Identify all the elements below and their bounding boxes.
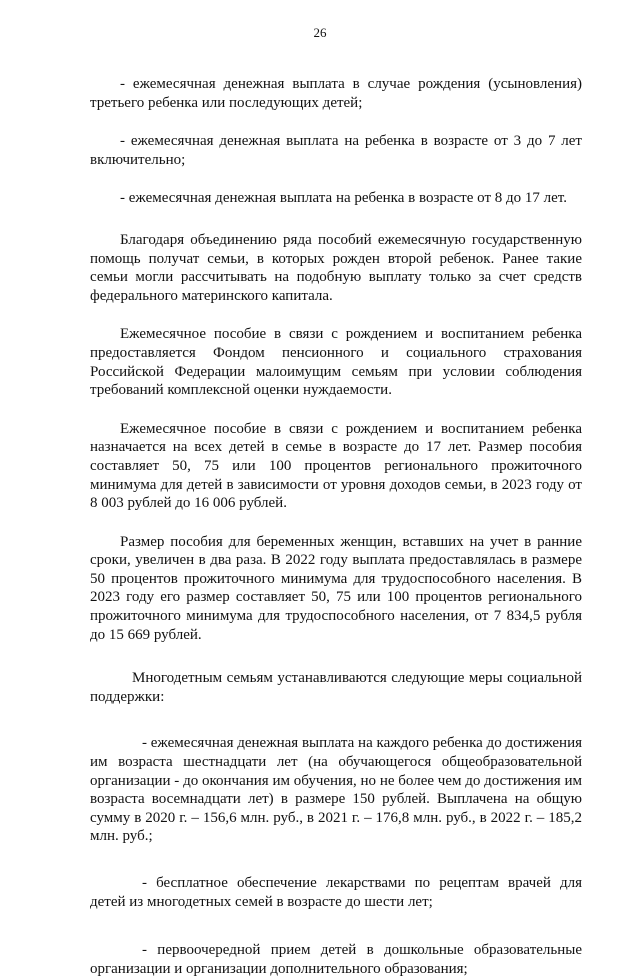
paragraph-benefit-amount: Ежемесячное пособие в связи с рождением и воспитанием ребенка назначается на всех детей в семье в возрасте до 17 лет. Размер пособия составляет 50, 75 или 100 процентов регионального прожиточного минимума для детей в зависимости от уровня доходов семьи, в 2023 году от 8 003 рублей до 16 006 рублей. bbox=[90, 420, 582, 512]
paragraph-benefit-3-to-7: - ежемесячная денежная выплата на ребенка в возрасте от 3 до 7 лет включительно; bbox=[90, 133, 582, 168]
paragraph-free-medicines: - бесплатное обеспечение лекарствами по рецептам врачей для детей из многодетных семей в возрасте до шести лет; bbox=[90, 875, 582, 910]
paragraph-large-families-intro: Многодетным семьям устанавливаются следующие меры социальной поддержки: bbox=[90, 670, 582, 705]
paragraph-fund-provision: Ежемесячное пособие в связи с рождением и воспитанием ребенка предоставляется Фондом пенсионного и социального страхования Российской Федерации малоимущим семьям при условии соблюдения требований комплексной оценки нуждаемости. bbox=[90, 326, 582, 399]
paragraph-unified-benefits: Благодаря объединению ряда пособий ежемесячную государственную помощь получат семьи, в которых рожден второй ребенок. Ранее такие семьи могли рассчитывать на подобную выплату только за счет средств федерального материнского капитала. bbox=[90, 231, 582, 304]
page-number: 26 bbox=[313, 25, 327, 40]
paragraph-pregnant-women-benefit: Размер пособия для беременных женщин, вставших на учет в ранние сроки, увеличен в два раза. В 2022 году выплата предоставлялась в размере 50 процентов прожиточного минимума для трудоспособного населения. В 2023 году его размер составляет 50, 75 или 100 процентов регионального прожиточного минимума для трудоспособного населения, от 7 834,5 рубля до 15 669 рублей. bbox=[90, 533, 582, 643]
document-body bbox=[90, 75, 582, 978]
paragraph-priority-admission: - первоочередной прием детей в дошкольные образовательные организации и организации дополнительного образования; bbox=[90, 942, 582, 977]
paragraph-benefit-8-to-17: - ежемесячная денежная выплата на ребенка в возрасте от 8 до 17 лет. bbox=[120, 190, 567, 207]
paragraph-large-families-payment: - ежемесячная денежная выплата на каждого ребенка до достижения им возраста шестнадцати лет (на обучающегося общеобразовательной организации - до окончания им обучения, но не более чем до достижения им возраста восемнадцати лет) в размере 150 рублей. Выплачена на общую сумму в 2020 г. – 156,6 млн. руб., в 2021 г. – 176,8 млн. руб., в 2022 г. – 185,2 млн. руб.; bbox=[90, 735, 582, 845]
paragraph-benefit-third-child: - ежемесячная денежная выплата в случае рождения (усыновления) третьего ребенка или последующих детей; bbox=[90, 76, 582, 111]
